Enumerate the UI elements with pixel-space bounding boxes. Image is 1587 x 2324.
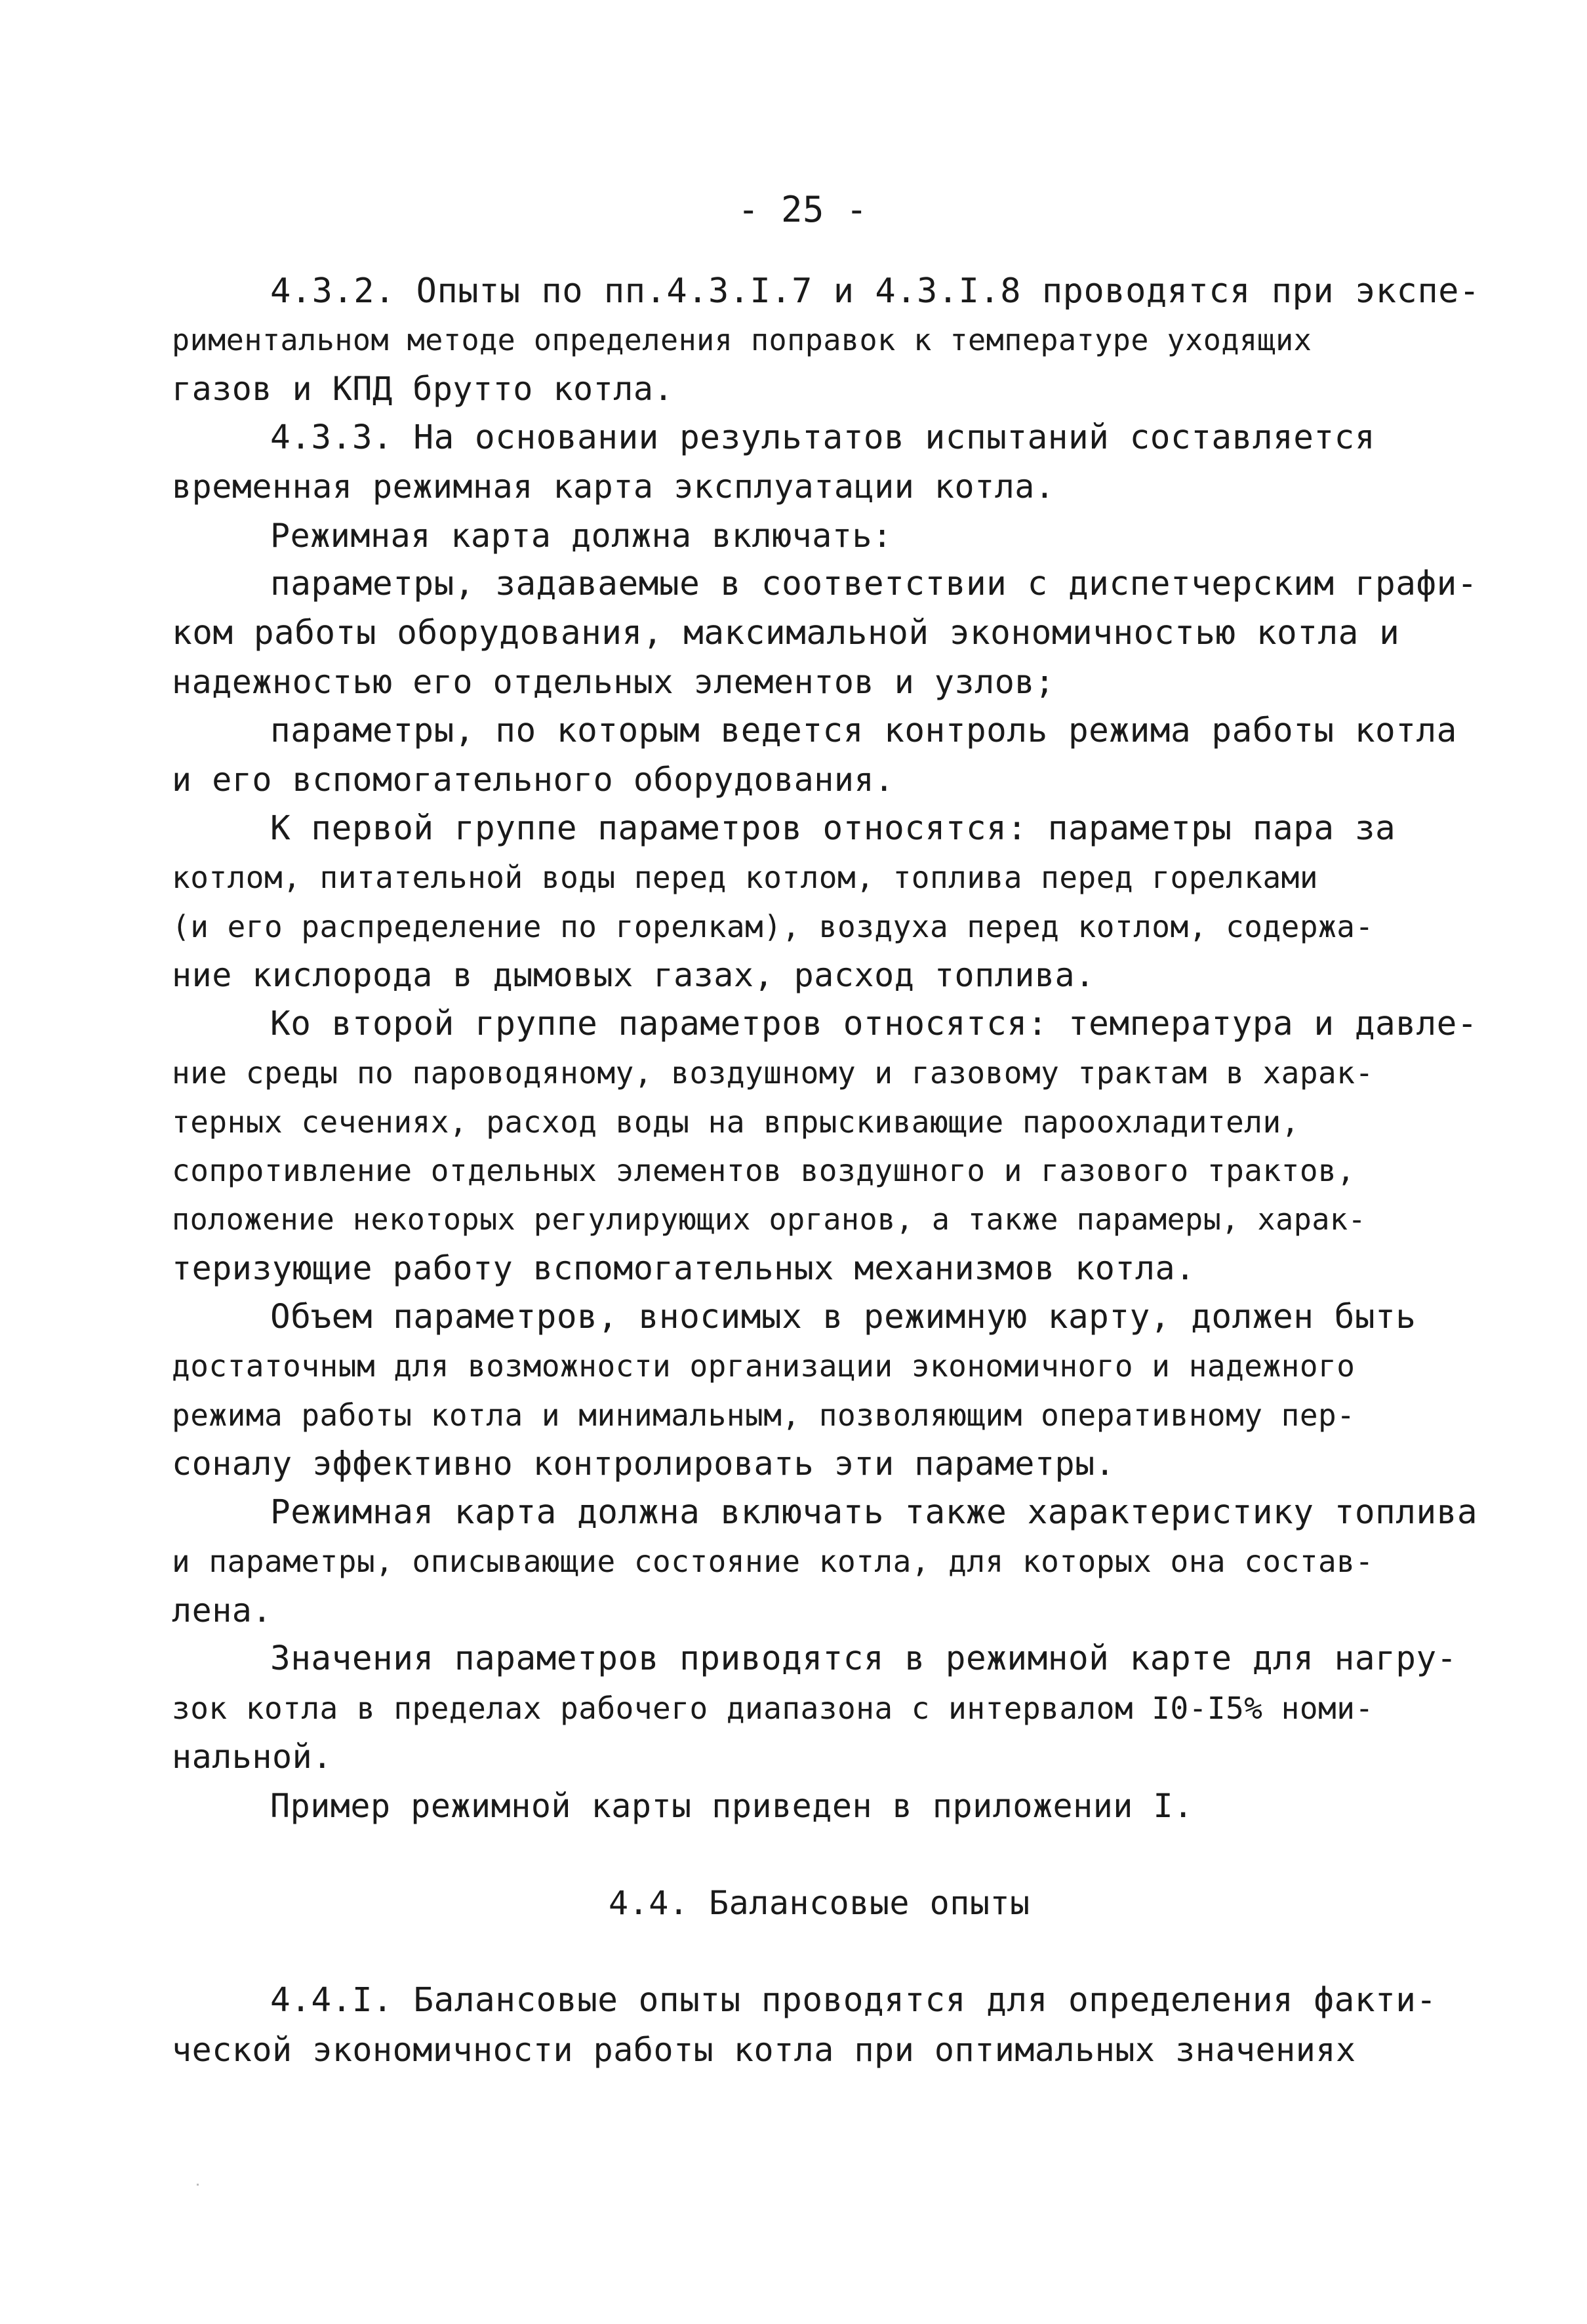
text-line: нальной. [172,1738,332,1776]
text-line: соналу эффективно контролировать эти параметры. [172,1445,1115,1483]
text-line: лена. [172,1592,273,1630]
text-line: Режимная карта должна включать также характеристику топлива [270,1493,1478,1532]
text-line: Значения параметров приводятся в режимной карте для нагру- [270,1639,1457,1678]
text-line: ческой экономичности работы котла при оптимальных значениях [172,2031,1356,2069]
text-line: ком работы оборудования, максимальной экономичностью котла и [172,614,1400,652]
text-line: и параметры, описывающие состояние котла, для которых она состав- [172,1544,1374,1579]
text-line: ние кислорода в дымовых газах, расход топлива. [172,956,1095,994]
text-line: 4.3.3. На основании результатов испытаний составляется [270,418,1376,457]
text-line: сопротивление отдельных элементов воздушного и газового трактов, [172,1153,1356,1188]
text-line: режима работы котла и минимальным, позволяющим оперативному пер- [172,1397,1356,1433]
text-line: Режимная карта должна включать: [270,517,893,555]
text-line: параметры, по которым ведется контроль режима работы котла [270,711,1457,750]
text-line: котлом, питательной воды перед котлом, топлива перед горелками [172,860,1319,895]
text-line: временная режимная карта эксплуатации котла. [172,468,1055,506]
text-line: (и его распределение по горелкам), воздуха перед котлом, содержа- [172,909,1374,944]
text-line: Объем параметров, вносимых в режимную карту, должен быть [270,1298,1416,1336]
text-line: Пример режимной карты приведен в приложении I. [270,1787,1194,1825]
text-line: параметры, задаваемые в соответствии с диспетчерским графи- [270,565,1478,603]
text-line: Ко второй группе параметров относятся: температура и давле- [270,1005,1478,1043]
text-line: К первой группе параметров относятся: параметры пара за [270,809,1396,848]
page-number: - 25 - [738,189,868,230]
text-line: ние среды по пароводяному, воздушному и газовому трактам в харак- [172,1055,1374,1091]
text-line: зок котла в пределах рабочего диапазона с интервалом I0-I5% номи- [172,1691,1374,1726]
text-line: газов и КПД брутто котла. [172,370,674,408]
text-line: 4.4.I. Балансовые опыты проводятся для определения факти- [270,1981,1437,2020]
scan-speck [197,2184,199,2186]
text-line: и его вспомогательного оборудования. [172,761,894,799]
section-heading: 4.4. Балансовые опыты [609,1884,1030,1922]
text-line: терных сечениях, расход воды на впрыскивающие пароохладители, [172,1104,1300,1140]
text-line: надежностью его отдельных элементов и узлов; [172,663,1055,701]
text-line: положение некоторых регулирующих органов, а также парамеры, харак- [172,1202,1367,1237]
text-line: риментальном методе определения поправок к температуре уходящих [172,323,1312,357]
text-line: достаточным для возможности организации экономичного и надежного [172,1348,1356,1384]
text-line: 4.3.2. Опыты по пп.4.3.I.7 и 4.3.I.8 проводятся при экспе- [270,271,1480,311]
text-line: теризующие работу вспомогательных механизмов котла. [172,1249,1195,1287]
